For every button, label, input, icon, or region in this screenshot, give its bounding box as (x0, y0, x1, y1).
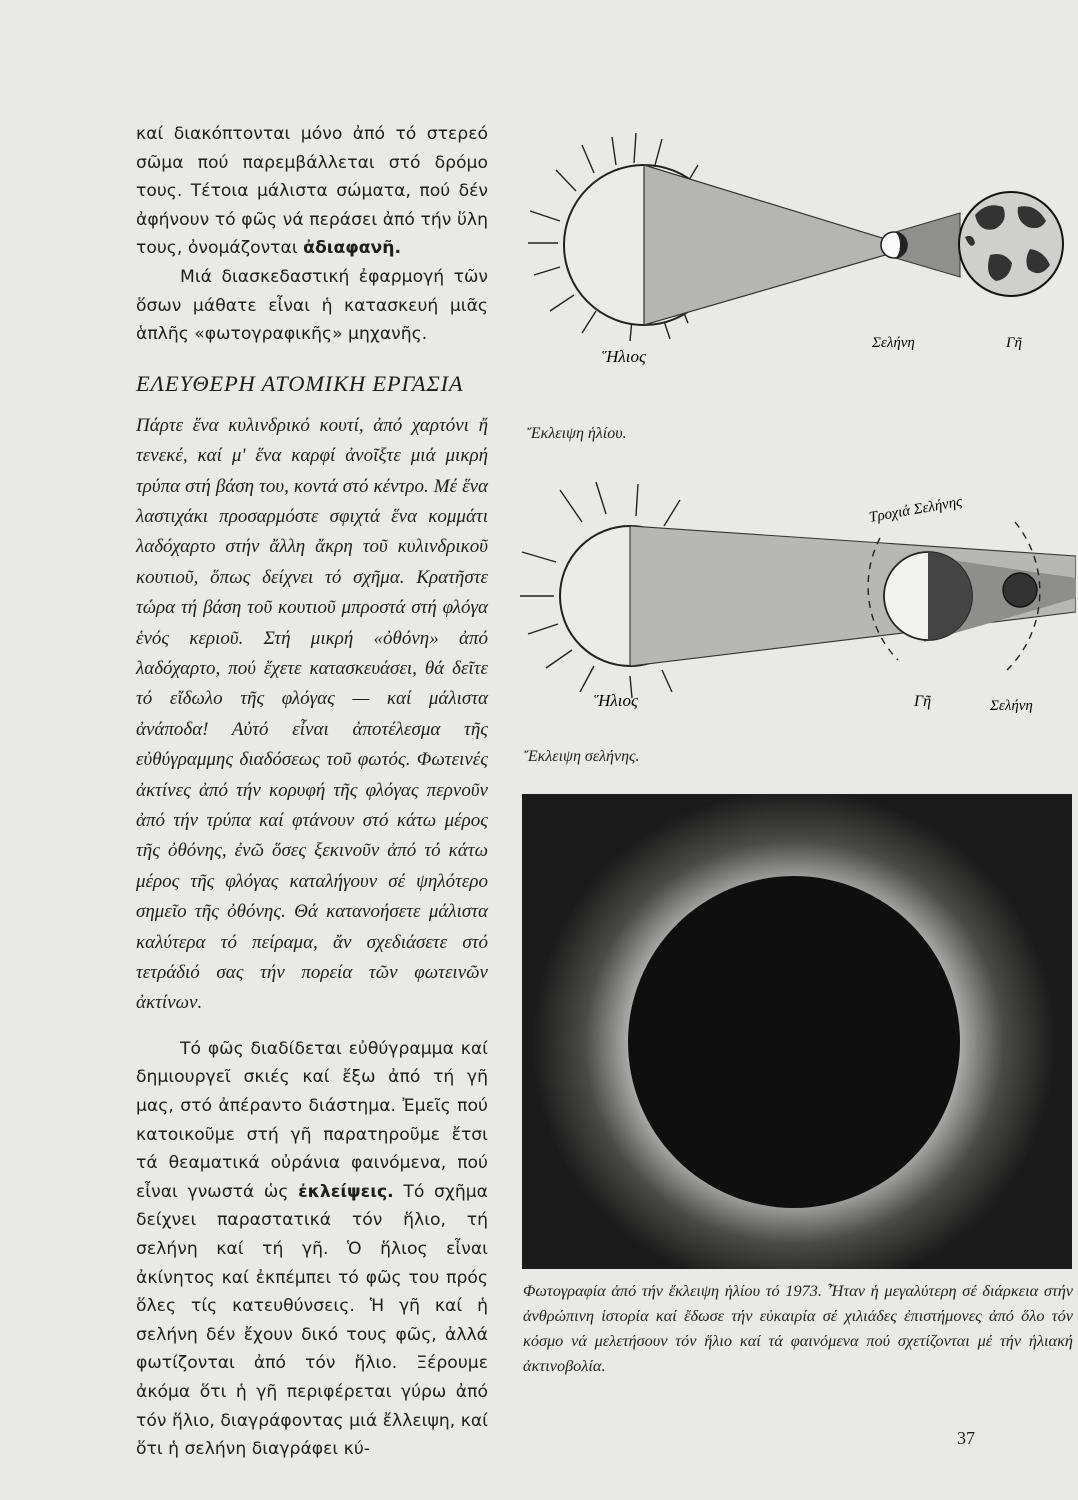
page-number: 37 (957, 1428, 975, 1448)
term-opaque: ἀδιαφανῆ. (303, 238, 402, 259)
sun-label: Ἥλιος (602, 347, 646, 366)
paragraph-opaque-bodies (136, 120, 488, 263)
earth-label: Γῆ (1006, 335, 1022, 351)
moon-label: Σελήνη (990, 698, 1033, 714)
moon-orbit-label: Τροχιά Σελήνης (867, 493, 964, 526)
section-heading: ΕΛΕΥΘΕΡΗ ΑΤΟΜΙΚΗ ΕΡΓΑΣΙΑ (136, 370, 464, 396)
paragraph-text: Τό φῶς διαδίδεται εὐθύγραμμα καί δημιουργεῖ σκιές καί ἔξω ἀπό τή γῆ μας, στό ἀπέραντο διάστημα. Ἐμεῖς πού κατοικοῦμε στή γῆ παρατηροῦμε ἔτσι τά θεαματικά οὐράνια φαινόμενα, πού εἶναι γνωστά ὡς (136, 1038, 488, 1202)
solar-eclipse-caption: Ἔκλειψη ἡλίου. (527, 425, 627, 442)
term-eclipses: ἐκλείψεις. (298, 1181, 394, 1202)
paragraph-text: Τό σχῆμα δείχνει παραστατικά τόν ἥλιο, τή σελήνη καί τή γῆ. Ὁ ἥλιος εἶναι ἀκίνητος καί ἐκπέμπει τό φῶς του πρός ὅλες τίς κατευθύνσεις. Ἡ γῆ καί ἡ σελήνη δέν ἔχουν δικό τους φῶς, ἀλλά φωτίζονται ἀπό τόν ἥλιο. Ξέρουμε ἀκόμα ὅτι ἡ γῆ περιφέρεται γύρω ἀπό τόν ἥλιο, διαγράφοντας μιά ἔλλειψη, καί ὅτι ἡ σελήνη διαγράφει κύ- (136, 1181, 489, 1460)
moon-disk (628, 876, 960, 1208)
left-text-column (136, 120, 488, 1464)
light-cone (644, 165, 892, 325)
paragraph-eclipses (136, 1035, 488, 1464)
moon-label: Σελήνη (872, 335, 915, 351)
solar-eclipse-diagram (520, 115, 1076, 435)
photo-caption: Φωτογραφία ἀπό τήν ἔκλειψη ἡλίου τό 1973. Ἦταν ἡ μεγαλύτερη σέ διάρκεια στήν ἀνθρώπινη ἱστορία καί ἔδωσε τήν εὐκαιρία σέ χιλιάδες ἐπιστήμονες ἀπό ὅλο τόν κόσμο νά μελετήσουν τόν ἥλιο καί τά φαινόμενα πού σχετίζονται μέ τήν ἡλιακή ἀκτινοβολία. (523, 1281, 1073, 1375)
eclipse-photograph (522, 794, 1072, 1269)
paragraph-text: καί διακόπτονται μόνο ἀπό τό στερεό σῶμα πού παρεμβάλλεται στό δρόμο τους. Τέτοια μάλιστα σώματα, πού δέν ἀφήνουν τό φῶς νά περάσει ἀπό τήν ὕλη τους, ὀνομάζονται (136, 124, 488, 259)
eclipse-corona-image (522, 794, 1072, 1269)
lunar-eclipse-caption: Ἔκλειψη σελήνης. (524, 748, 640, 765)
lunar-eclipse-diagram (520, 470, 1076, 760)
paragraph-camera-intro: Μιά διασκεδαστική ἐφαρμογή τῶν ὅσων μάθατε εἶναι ἡ κατασκευή μιᾶς ἁπλῆς «φωτογραφικῆς» μηχανῆς. (136, 266, 488, 345)
exercise-text: Πάρτε ἕνα κυλινδρικό κουτί, ἀπό χαρτόνι ἤ τενεκέ, καί μ' ἕνα καρφί ἀνοῖξτε μιά μικρή τρύπα στή βάση του, κοντά στό κέντρο. Μέ ἕνα λαστιχάκι προσαρμόστε σφιχτά ἕνα κομμάτι λαδόχαρτο στήν ἄλλη ἄκρη τοῦ κυλινδρικοῦ κουτιοῦ, ὅπως δείχνει τό σχῆμα. Κρατῆστε τώρα τή βάση τοῦ κουτιοῦ μπροστά στή φλόγα ἑνός κεριοῦ. Στή μικρή «ὀθόνη» ἀπό λαδόχαρτο, πού ἔχετε κατασκευάσει, θά δεῖτε τό εἴδωλο τῆς φλόγας — καί μάλιστα ἀνάποδα! Αὐτό εἶναι ἀποτέλεσμα τῆς εὐθύγραμμης διαδόσεως τοῦ φωτός. Φωτεινές ἀκτίνες ἀπό τήν κορυφή τῆς φλόγας περνοῦν ἀπό τήν τρύπα καί φτάνουν στό κάτω μέρος τῆς ὀθόνης, ἐνῶ ὅσες ξεκινοῦν ἀπό τό κάτω μέρος τῆς φλόγας καταλήγουν σέ ψηλότερο σημεῖο τῆς ὀθόνης. Θά κατανοήσετε μάλιστα καλύτερα τό πείραμα, ἄν σχεδιάσετε στό τετράδιό σας τήν πορεία τῶν φωτεινῶν ἀκτίνων. (136, 414, 488, 1014)
moon (1003, 573, 1037, 607)
earth (959, 192, 1063, 296)
earth-label: Γῆ (914, 693, 932, 710)
sun-label: Ἥλιος (594, 691, 638, 710)
